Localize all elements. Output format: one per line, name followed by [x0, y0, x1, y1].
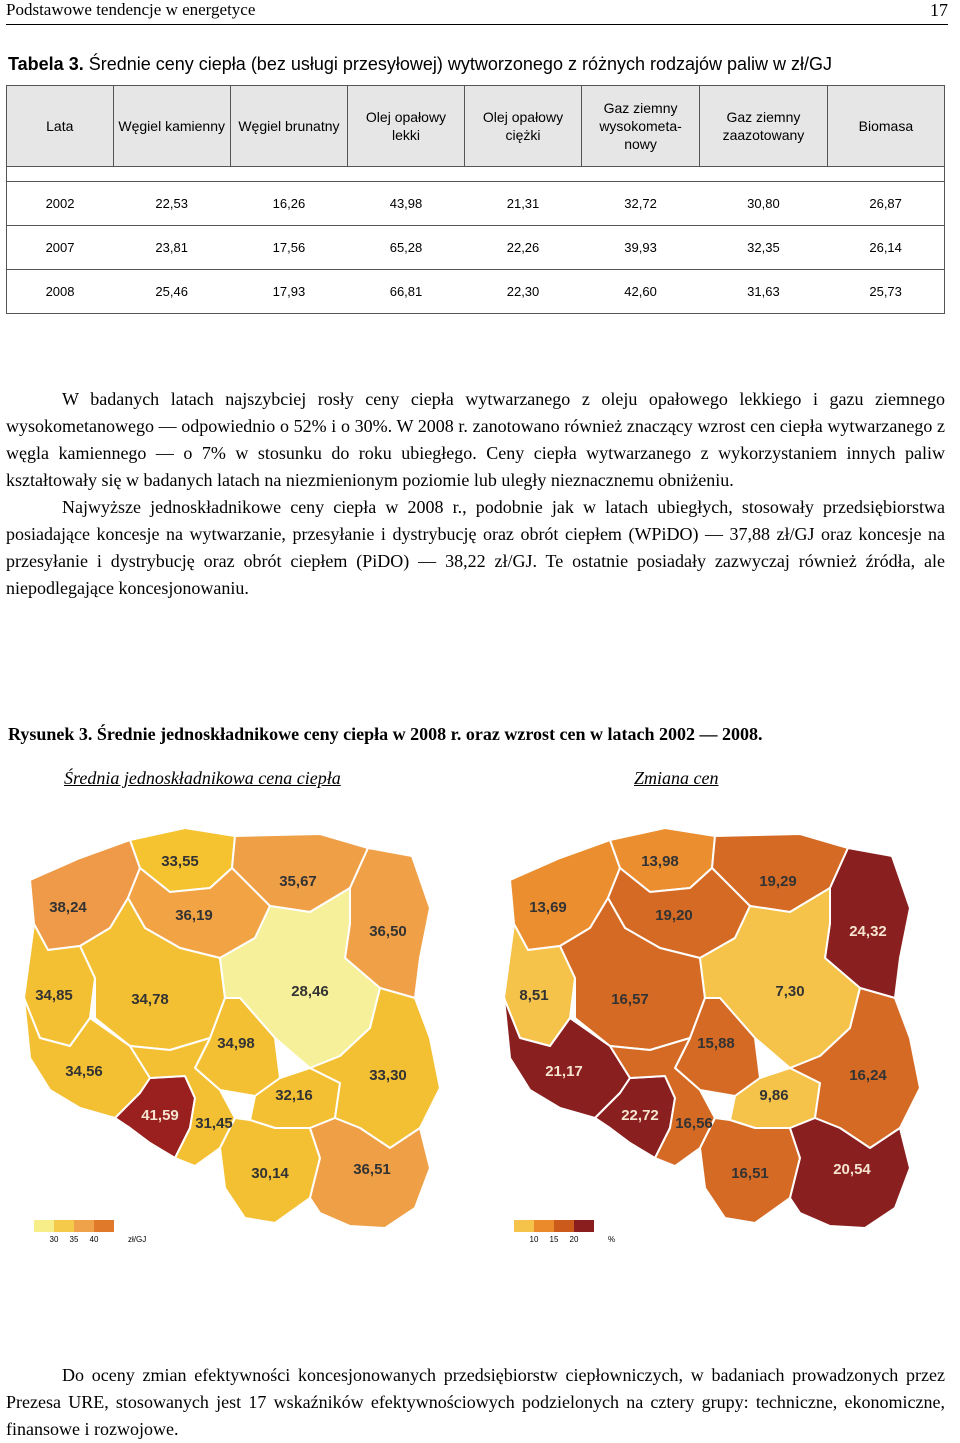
region-value-label: 34,85: [35, 987, 73, 1004]
region-value-label: 9,86: [759, 1087, 789, 1104]
region-value-label: 21,17: [545, 1063, 583, 1080]
table-cell: 23,81: [113, 226, 230, 270]
legend-swatch: [74, 1220, 94, 1232]
table-header-cell: Gaz ziemny zaazotowany: [700, 86, 828, 167]
header-title: Podstawowe tendencje w energetyce: [6, 0, 256, 19]
legend-tick-label: 30: [49, 1235, 59, 1244]
region-value-label: 16,24: [849, 1067, 887, 1084]
table-cell: 26,87: [827, 182, 944, 226]
region-value-label: 24,32: [849, 923, 887, 940]
left-choropleth-map: [20, 828, 460, 1248]
region-value-label: 8,51: [519, 987, 549, 1004]
region-value-label: 38,24: [49, 899, 87, 916]
legend-swatch: [514, 1220, 534, 1232]
table-row: [7, 226, 945, 270]
table-header-row: [7, 86, 945, 167]
table-cell: 21,31: [465, 182, 582, 226]
region-value-label: 28,46: [291, 983, 329, 1000]
region-value-label: 13,98: [641, 853, 679, 870]
region-value-label: 33,30: [369, 1067, 407, 1084]
region-value-label: 32,16: [275, 1087, 313, 1104]
region-value-label: 16,57: [611, 991, 649, 1008]
legend-tick-label: 35: [69, 1235, 79, 1244]
region-value-label: 19,29: [759, 873, 797, 890]
legend-unit-label: %: [608, 1235, 616, 1244]
region-value-label: 15,88: [697, 1035, 735, 1052]
table-cell: 42,60: [582, 270, 700, 314]
region-value-label: 36,19: [175, 907, 213, 924]
table-row: [7, 270, 945, 314]
region-value-label: 35,67: [279, 873, 317, 890]
region-value-label: 36,51: [353, 1161, 391, 1178]
region-value-label: 41,59: [141, 1107, 179, 1124]
legend-unit-label: zł/GJ: [128, 1235, 147, 1244]
paragraph: Do oceny zmian efektywności koncesjonowanych przedsiębiorstw ciepłowniczych, w badaniach prowadzonych przez Prezesa URE, stosowanych jest 17 wskaźników efektywnościowych podzielonych na cztery grupy: techniczne, ekonomiczne, finansowe i rozwojowe.: [6, 1365, 945, 1439]
region-value-label: 7,30: [775, 983, 805, 1000]
table-caption-label: Tabela 3.: [8, 54, 84, 74]
table-cell: 22,30: [465, 270, 582, 314]
table-cell: 32,35: [700, 226, 828, 270]
table-cell: 30,80: [700, 182, 828, 226]
table-cell: 25,46: [113, 270, 230, 314]
region-value-label: 33,55: [161, 853, 199, 870]
left-map-title: Średnia jednoskładnikowa cena ciepła: [64, 768, 341, 788]
table-row: [7, 182, 945, 226]
table-cell: 17,93: [230, 270, 347, 314]
region-value-label: 16,51: [731, 1165, 769, 1182]
table-cell: 17,56: [230, 226, 347, 270]
paragraph: W badanych latach najszybciej rosły ceny ciepła wytwarzanego z oleju opałowego lekkiego i gazu ziemnego wysokometanowego — odpowiednio o 52% i o 30%. W 2008 r. zanotowano również znaczący wzrost cen ciepła wytwarzanego z węgla kamiennego — o 7% w stosunku do roku ubiegłego. Ceny ciepła wytwarzanego z wykorzystaniem innych paliw kształtowały się w badanych latach na niezmienionym poziomie lub uległy nieznacznemu obniżeniu.: [6, 389, 945, 490]
price-table: [6, 85, 945, 314]
page-number: 17: [930, 0, 948, 20]
table-cell: 2008: [7, 270, 114, 314]
table-cell: 26,14: [827, 226, 944, 270]
legend-swatch: [94, 1220, 114, 1232]
table-spacer: [7, 167, 945, 182]
table-header-cell: Gaz ziemny wysokometa-nowy: [582, 86, 700, 167]
table-cell: 43,98: [347, 182, 464, 226]
region-value-label: 34,98: [217, 1035, 255, 1052]
table-header-cell: Biomasa: [827, 86, 944, 167]
table-cell: 16,26: [230, 182, 347, 226]
right-map-title: Zmiana cen: [634, 768, 719, 788]
table-caption-text: Średnie ceny ciepła (bez usługi przesyłowej) wytworzonego z różnych rodzajów paliw w zł/GJ: [88, 54, 833, 74]
table-header-cell: Węgiel brunatny: [230, 86, 347, 167]
region-value-label: 20,54: [833, 1161, 871, 1178]
table-cell: 2002: [7, 182, 114, 226]
table-header-cell: Olej opałowy ciężki: [465, 86, 582, 167]
table-cell: 2007: [7, 226, 114, 270]
region-value-label: 16,56: [675, 1115, 713, 1132]
region-value-label: 34,56: [65, 1063, 103, 1080]
running-header: [6, 0, 948, 25]
table-cell: 22,26: [465, 226, 582, 270]
region-value-label: 36,50: [369, 923, 407, 940]
legend-swatch: [534, 1220, 554, 1232]
legend-tick-label: 20: [569, 1235, 579, 1244]
region-value-label: 22,72: [621, 1107, 659, 1124]
table-caption: [8, 54, 832, 75]
table-cell: 39,93: [582, 226, 700, 270]
paragraph: Najwyższe jednoskładnikowe ceny ciepła w 2008 r., podobnie jak w latach ubiegłych, stosowały przedsiębiorstwa posiadające koncesje na wytwarzanie, przesyłanie i dystrybucję oraz obrót ciepłem (WPiDO) — 37,88 zł/GJ oraz koncesje na przesyłanie i dystrybucję oraz obrót ciepłem (PiDO) — 38,22 zł/GJ. Te ostatnie posiadały zazwyczaj również źródła, ale niepodlegające koncesjonowaniu.: [6, 497, 945, 598]
region-value-label: 30,14: [251, 1165, 289, 1182]
table-cell: 25,73: [827, 270, 944, 314]
body-text-2: [6, 1362, 945, 1443]
region-value-label: 31,45: [195, 1115, 233, 1132]
legend-tick-label: 40: [89, 1235, 99, 1244]
table-cell: 22,53: [113, 182, 230, 226]
legend-swatch: [54, 1220, 74, 1232]
legend-tick-label: 10: [529, 1235, 539, 1244]
region-value-label: 19,20: [655, 907, 693, 924]
body-text-1: [6, 386, 945, 602]
table-cell: 32,72: [582, 182, 700, 226]
table-header-cell: Lata: [7, 86, 114, 167]
legend-swatch: [574, 1220, 594, 1232]
figure-caption: Rysunek 3. Średnie jednoskładnikowe ceny ciepła w 2008 r. oraz wzrost cen w latach 2002 — 2008.: [8, 724, 763, 744]
table-header-cell: Węgiel kamienny: [113, 86, 230, 167]
table-cell: 31,63: [700, 270, 828, 314]
region-value-label: 13,69: [529, 899, 567, 916]
table-cell: 65,28: [347, 226, 464, 270]
legend-swatch: [34, 1220, 54, 1232]
region-value-label: 34,78: [131, 991, 169, 1008]
table-header-cell: Olej opałowy lekki: [347, 86, 464, 167]
right-choropleth-map: [500, 828, 940, 1248]
table-cell: 66,81: [347, 270, 464, 314]
legend-swatch: [554, 1220, 574, 1232]
legend-tick-label: 15: [549, 1235, 559, 1244]
